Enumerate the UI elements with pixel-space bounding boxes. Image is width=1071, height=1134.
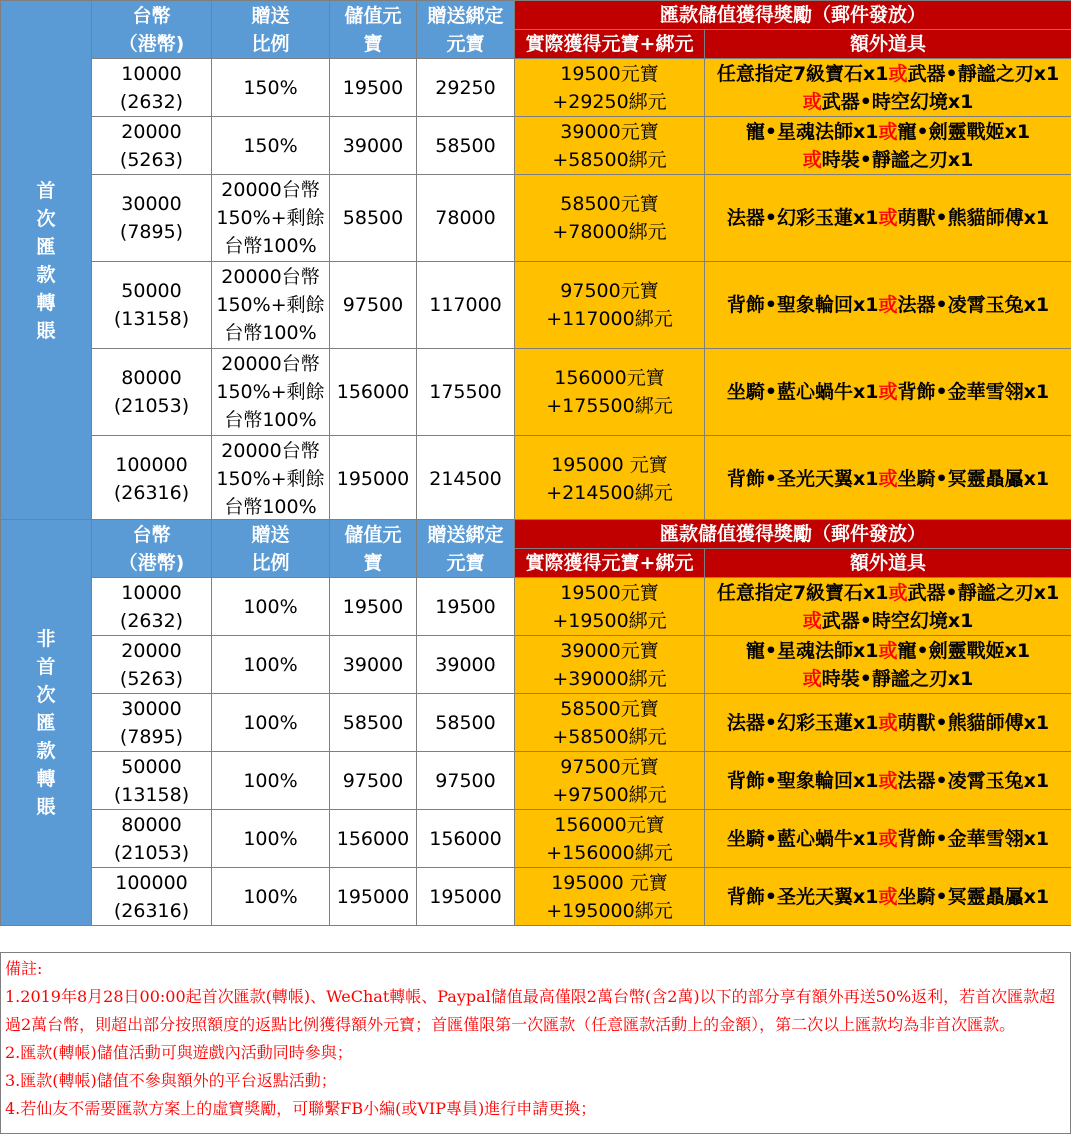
actual-line: 19500元寶: [560, 62, 659, 85]
twd-line: 100000: [115, 453, 188, 476]
header-base-yuanbao-line: 儲值元: [344, 4, 402, 27]
item-name: 萌獸•熊貓師傅x1: [897, 207, 1050, 229]
header-ratio-line: 比例: [251, 32, 290, 55]
extra-line: [705, 767, 1071, 795]
header-ratio: [212, 1, 330, 59]
actual-line: 97500元寶: [560, 280, 659, 302]
header-actual-reward: 實際獲得元寶+綁元: [515, 549, 705, 578]
header-twd: [92, 520, 212, 578]
actual-line: 58500元寶: [560, 697, 659, 720]
cell-ratio: [212, 868, 330, 926]
actual-line: +117000綁元: [546, 308, 673, 330]
actual-line: 39000元寶: [560, 639, 659, 662]
ratio-line: 150%+剩餘: [216, 381, 325, 403]
cell-twd: [92, 436, 212, 522]
twd-line: 30000: [121, 193, 182, 215]
ratio-line: 150%: [243, 76, 298, 99]
ratio-line: 100%: [243, 827, 298, 850]
cell-ratio: [212, 436, 330, 522]
cell-extra-items: [705, 810, 1071, 868]
cell-twd: [92, 636, 212, 694]
ratio-line: 150%: [243, 134, 298, 157]
cell-extra-items: [705, 578, 1071, 636]
actual-line: 58500元寶: [560, 193, 659, 215]
side-label-char: 非: [36, 627, 56, 650]
twd-line: (26316): [113, 899, 190, 922]
cell-actual-reward: [515, 117, 705, 175]
header-twd-line: 台幣: [132, 523, 171, 546]
header-twd: [92, 1, 212, 59]
side-label-char: 轉: [36, 292, 56, 314]
actual-line: 97500元寶: [560, 755, 659, 778]
ratio-line: 台幣100%: [224, 409, 317, 431]
item-name: 法器•凌霄玉兔x1: [897, 769, 1050, 792]
actual-line: 19500元寶: [560, 581, 659, 604]
cell-actual-reward: [515, 636, 705, 694]
cell-base-yuanbao: 58500: [330, 175, 417, 262]
header-bonus-yuanbao-line: 元寶: [446, 32, 485, 55]
actual-line: +39000綁元: [552, 667, 667, 690]
ratio-line: 台幣100%: [224, 322, 317, 344]
actual-line: +214500綁元: [546, 481, 673, 504]
twd-line: 100000: [115, 871, 188, 894]
item-name: 坐騎•冥靈贔屭x1: [897, 885, 1050, 908]
cell-extra-items: [705, 117, 1071, 175]
header-reward-title: 匯款儲值獲得獎勵（郵件發放）: [515, 520, 1071, 549]
cell-base-yuanbao: 97500: [330, 752, 417, 810]
cell-twd: [92, 117, 212, 175]
twd-line: (5263): [119, 148, 184, 171]
header-base-yuanbao: [330, 520, 417, 578]
item-name: 時裝•靜謐之刃x1: [821, 667, 974, 690]
header-twd-line: （港幣): [118, 551, 185, 574]
item-name: 任意指定7級寶石x1: [716, 62, 889, 85]
item-name: 法器•凌霄玉兔x1: [897, 294, 1050, 316]
side-label-char: 款: [36, 264, 56, 286]
cell-base-yuanbao: 19500: [330, 578, 417, 636]
actual-line: 195000 元寶: [551, 453, 668, 476]
or-word: 或: [888, 581, 908, 604]
cell-bonus-yuanbao: 58500: [417, 694, 515, 752]
cell-ratio: [212, 262, 330, 349]
actual-line: 156000元寶: [554, 813, 665, 836]
table-row: [1, 175, 1071, 262]
twd-line: (2632): [119, 609, 184, 632]
or-word: 或: [802, 609, 822, 632]
cell-twd: [92, 752, 212, 810]
ratio-line: 台幣100%: [224, 495, 317, 518]
item-name: 寵•劍靈戰姬x1: [897, 120, 1031, 143]
cell-bonus-yuanbao: 214500: [417, 436, 515, 522]
item-name: 坐騎•藍心蝸牛x1: [726, 827, 879, 850]
side-label-char: 次: [36, 208, 56, 230]
extra-line: [705, 665, 1071, 693]
item-name: 萌獸•熊貓師傅x1: [897, 711, 1050, 734]
header-ratio-line: 比例: [251, 551, 290, 574]
header-actual-reward: 實際獲得元寶+綁元: [515, 30, 705, 59]
cell-actual-reward: [515, 578, 705, 636]
item-name: 任意指定7級寶石x1: [716, 581, 889, 604]
table-row: [1, 349, 1071, 436]
twd-line: 30000: [121, 697, 182, 720]
twd-line: (2632): [119, 90, 184, 113]
header-base-yuanbao-line: 寶: [363, 32, 383, 55]
extra-line: [705, 607, 1071, 635]
or-word: 或: [802, 148, 822, 171]
ratio-line: 20000台幣: [221, 353, 320, 375]
side-label-char: 轉: [36, 767, 56, 790]
side-label-char: 首: [36, 180, 56, 202]
cell-ratio: [212, 349, 330, 436]
header-bonus-yuanbao-line: 贈送綁定: [427, 4, 504, 27]
cell-extra-items: [705, 868, 1071, 926]
cell-ratio: [212, 752, 330, 810]
actual-line: +29250綁元: [552, 90, 667, 113]
cell-base-yuanbao: 58500: [330, 694, 417, 752]
non-first-deposit-table: [0, 519, 1071, 926]
cell-bonus-yuanbao: 175500: [417, 349, 515, 436]
ratio-line: 100%: [243, 769, 298, 792]
note-item: 4.若仙友不需要匯款方案上的虛寶獎勵，可聯繫FB小編(或VIP專員)進行申請更換；: [5, 1099, 597, 1118]
table-row: [1, 694, 1071, 752]
extra-line: [705, 291, 1071, 319]
item-name: 背飾•聖象輪回x1: [726, 769, 879, 792]
item-name: 坐騎•藍心蝸牛x1: [726, 381, 879, 403]
side-label-char: 匯: [36, 236, 56, 258]
cell-base-yuanbao: 195000: [330, 868, 417, 926]
section-side-label: [1, 520, 92, 926]
item-name: 背飾•聖象輪回x1: [726, 294, 879, 316]
header-reward-title: 匯款儲值獲得獎勵（郵件發放）: [515, 1, 1071, 30]
twd-line: (26316): [113, 481, 190, 504]
or-word: 或: [878, 381, 898, 403]
ratio-line: 150%+剩餘: [216, 294, 325, 316]
cell-actual-reward: [515, 436, 705, 522]
ratio-line: 150%+剩餘: [216, 467, 325, 490]
item-name: 寵•劍靈戰姬x1: [897, 639, 1031, 662]
cell-extra-items: [705, 636, 1071, 694]
cell-ratio: [212, 117, 330, 175]
ratio-line: 150%+剩餘: [216, 207, 325, 229]
twd-line: (13158): [113, 308, 190, 330]
note-item: 2.匯款(轉帳)儲值活動可與遊戲內活動同時參與；: [5, 1043, 353, 1062]
cell-bonus-yuanbao: 78000: [417, 175, 515, 262]
twd-line: (13158): [113, 783, 190, 806]
twd-line: 10000: [121, 581, 182, 604]
note-item: 1.2019年8月28日00:00起首次匯款(轉帳)、WeChat轉帳、Paypal儲值最高僅限2萬台幣(含2萬)以下的部分享有額外再送50%返利，若首次匯款超過2萬台幣，則超出部分按照額度的返點比例獲得額外元寶；首匯僅限第一次匯款（任意匯款活動上的金額），第二次以上匯款均為非首次匯款。: [5, 987, 1056, 1034]
cell-bonus-yuanbao: 156000: [417, 810, 515, 868]
item-name: 武器•靜謐之刃x1: [907, 581, 1060, 604]
cell-actual-reward: [515, 59, 705, 117]
cell-actual-reward: [515, 262, 705, 349]
cell-base-yuanbao: 195000: [330, 436, 417, 522]
table-row: [1, 752, 1071, 810]
notes-title: 備註:: [5, 959, 43, 978]
side-label-char: 匯: [36, 711, 56, 734]
cell-extra-items: [705, 175, 1071, 262]
extra-line: [705, 146, 1071, 174]
or-word: 或: [878, 711, 898, 734]
actual-line: +58500綁元: [552, 148, 667, 171]
cell-twd: [92, 868, 212, 926]
item-name: 寵•星魂法師x1: [745, 120, 879, 143]
or-word: 或: [878, 294, 898, 316]
header-twd-line: （港幣): [118, 32, 185, 55]
header-base-yuanbao: [330, 1, 417, 59]
table-row: [1, 810, 1071, 868]
extra-line: [705, 883, 1071, 911]
or-word: 或: [802, 90, 822, 113]
header-bonus-yuanbao: [417, 1, 515, 59]
or-word: 或: [878, 885, 898, 908]
cell-extra-items: [705, 752, 1071, 810]
actual-line: 156000元寶: [554, 367, 665, 389]
cell-ratio: [212, 59, 330, 117]
or-word: 或: [878, 769, 898, 792]
table-row: [1, 59, 1071, 117]
item-name: 武器•靜謐之刃x1: [907, 62, 1060, 85]
extra-line: [705, 637, 1071, 665]
or-word: 或: [878, 120, 898, 143]
notes-box: [0, 952, 1071, 1134]
cell-base-yuanbao: 39000: [330, 117, 417, 175]
extra-line: [705, 465, 1071, 493]
cell-ratio: [212, 636, 330, 694]
item-name: 法器•幻彩玉蓮x1: [726, 207, 879, 229]
header-base-yuanbao-line: 寶: [363, 551, 383, 574]
cell-ratio: [212, 810, 330, 868]
twd-line: (7895): [119, 221, 184, 243]
table-row: [1, 117, 1071, 175]
actual-line: 195000 元寶: [551, 871, 668, 894]
twd-line: 80000: [121, 813, 182, 836]
twd-line: (21053): [113, 395, 190, 417]
twd-line: 50000: [121, 755, 182, 778]
twd-line: 80000: [121, 367, 182, 389]
twd-line: (7895): [119, 725, 184, 748]
side-label-char: 賬: [36, 795, 56, 818]
cell-bonus-yuanbao: 29250: [417, 59, 515, 117]
item-name: 武器•時空幻境x1: [821, 90, 974, 113]
extra-line: [705, 118, 1071, 146]
cell-base-yuanbao: 19500: [330, 59, 417, 117]
or-word: 或: [888, 62, 908, 85]
item-name: 武器•時空幻境x1: [821, 609, 974, 632]
ratio-line: 20000台幣: [221, 179, 320, 201]
cell-base-yuanbao: 156000: [330, 810, 417, 868]
or-word: 或: [878, 467, 898, 490]
extra-line: [705, 378, 1071, 406]
header-row: [1, 520, 1071, 549]
cell-ratio: [212, 175, 330, 262]
cell-actual-reward: [515, 175, 705, 262]
header-bonus-yuanbao: [417, 520, 515, 578]
item-name: 背飾•金華雪翎x1: [897, 381, 1050, 403]
extra-line: [705, 88, 1071, 116]
cell-twd: [92, 59, 212, 117]
cell-twd: [92, 578, 212, 636]
actual-line: +175500綁元: [546, 395, 673, 417]
header-twd-line: 台幣: [132, 4, 171, 27]
item-name: 寵•星魂法師x1: [745, 639, 879, 662]
cell-actual-reward: [515, 694, 705, 752]
header-ratio: [212, 520, 330, 578]
twd-line: (21053): [113, 841, 190, 864]
first-deposit-table: [0, 0, 1071, 548]
or-word: 或: [878, 827, 898, 850]
ratio-line: 100%: [243, 711, 298, 734]
cell-ratio: [212, 578, 330, 636]
cell-extra-items: [705, 349, 1071, 436]
header-extra-items: 額外道具: [705, 549, 1071, 578]
header-base-yuanbao-line: 儲值元: [344, 523, 402, 546]
cell-bonus-yuanbao: 195000: [417, 868, 515, 926]
cell-actual-reward: [515, 349, 705, 436]
item-name: 法器•幻彩玉蓮x1: [726, 711, 879, 734]
ratio-line: 100%: [243, 653, 298, 676]
extra-line: [705, 60, 1071, 88]
ratio-line: 100%: [243, 885, 298, 908]
header-row: [1, 1, 1071, 30]
actual-line: +156000綁元: [546, 841, 673, 864]
actual-line: +195000綁元: [546, 899, 673, 922]
or-word: 或: [878, 207, 898, 229]
ratio-line: 20000台幣: [221, 266, 320, 288]
ratio-line: 100%: [243, 595, 298, 618]
ratio-line: 20000台幣: [221, 439, 320, 462]
actual-line: +97500綁元: [552, 783, 667, 806]
twd-line: 20000: [121, 120, 182, 143]
item-name: 背飾•圣光天翼x1: [726, 467, 879, 490]
side-label-char: 款: [36, 739, 56, 762]
side-label-char: 首: [36, 655, 56, 678]
table-row: [1, 262, 1071, 349]
header-ratio-line: 贈送: [251, 4, 290, 27]
cell-base-yuanbao: 97500: [330, 262, 417, 349]
cell-bonus-yuanbao: 97500: [417, 752, 515, 810]
side-label-char: 次: [36, 683, 56, 706]
cell-twd: [92, 175, 212, 262]
table-row: [1, 636, 1071, 694]
note-item: 3.匯款(轉帳)儲值不參與額外的平台返點活動；: [5, 1071, 337, 1090]
table-row: [1, 868, 1071, 926]
or-word: 或: [878, 639, 898, 662]
actual-line: +19500綁元: [552, 609, 667, 632]
item-name: 背飾•圣光天翼x1: [726, 885, 879, 908]
header-ratio-line: 贈送: [251, 523, 290, 546]
cell-twd: [92, 694, 212, 752]
ratio-line: 台幣100%: [224, 235, 317, 257]
actual-line: +58500綁元: [552, 725, 667, 748]
cell-twd: [92, 262, 212, 349]
item-name: 坐騎•冥靈贔屭x1: [897, 467, 1050, 490]
header-bonus-yuanbao-line: 元寶: [446, 551, 485, 574]
table-row: [1, 436, 1071, 522]
actual-line: +78000綁元: [552, 221, 667, 243]
extra-line: [705, 204, 1071, 232]
item-name: 時裝•靜謐之刃x1: [821, 148, 974, 171]
extra-line: [705, 709, 1071, 737]
cell-actual-reward: [515, 810, 705, 868]
cell-base-yuanbao: 39000: [330, 636, 417, 694]
cell-twd: [92, 349, 212, 436]
actual-line: 39000元寶: [560, 120, 659, 143]
extra-line: [705, 825, 1071, 853]
twd-line: 10000: [121, 62, 182, 85]
section-side-label: [1, 1, 92, 522]
cell-base-yuanbao: 156000: [330, 349, 417, 436]
cell-extra-items: [705, 59, 1071, 117]
header-bonus-yuanbao-line: 贈送綁定: [427, 523, 504, 546]
cell-ratio: [212, 694, 330, 752]
or-word: 或: [802, 667, 822, 690]
cell-bonus-yuanbao: 117000: [417, 262, 515, 349]
cell-actual-reward: [515, 868, 705, 926]
cell-extra-items: [705, 694, 1071, 752]
header-extra-items: 額外道具: [705, 30, 1071, 59]
twd-line: 50000: [121, 280, 182, 302]
cell-extra-items: [705, 436, 1071, 522]
cell-extra-items: [705, 262, 1071, 349]
item-name: 背飾•金華雪翎x1: [897, 827, 1050, 850]
cell-bonus-yuanbao: 58500: [417, 117, 515, 175]
cell-actual-reward: [515, 752, 705, 810]
twd-line: 20000: [121, 639, 182, 662]
table-row: [1, 578, 1071, 636]
twd-line: (5263): [119, 667, 184, 690]
cell-twd: [92, 810, 212, 868]
cell-bonus-yuanbao: 19500: [417, 578, 515, 636]
extra-line: [705, 579, 1071, 607]
cell-bonus-yuanbao: 39000: [417, 636, 515, 694]
side-label-char: 賬: [36, 320, 56, 342]
